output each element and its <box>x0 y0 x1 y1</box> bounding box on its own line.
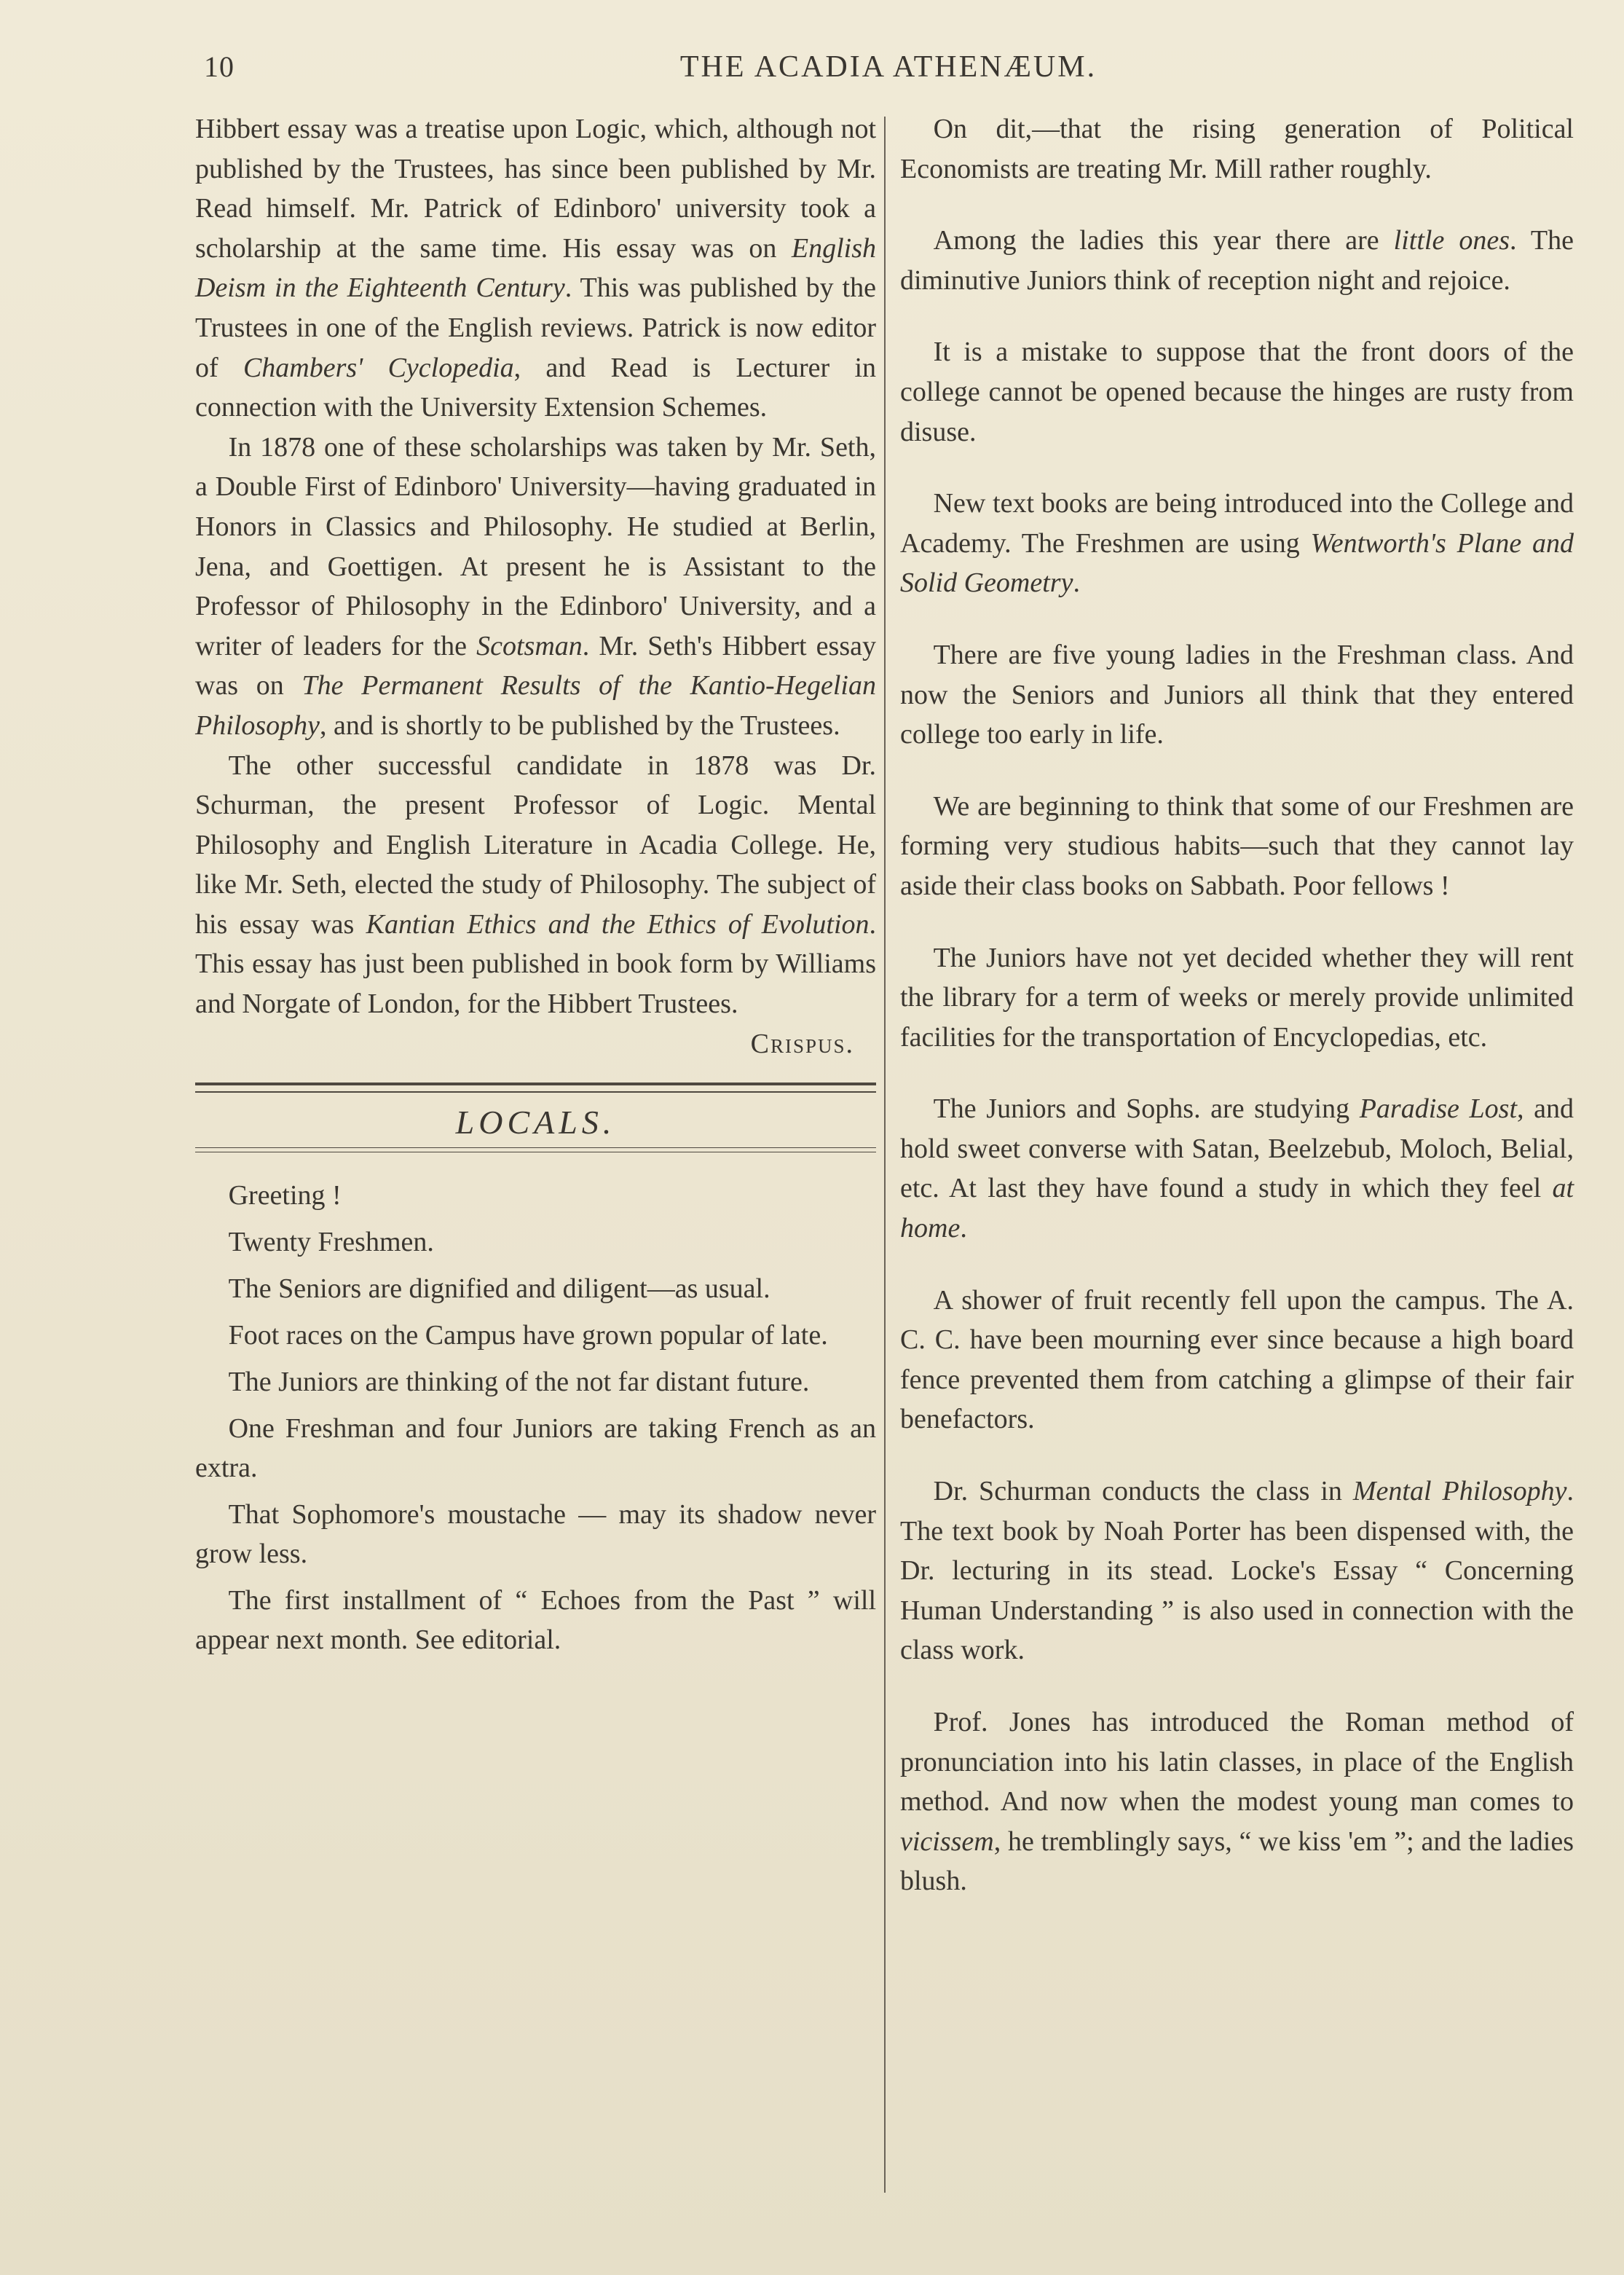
essay-paragraph: Hibbert essay was a treatise upon Logic, which, although not published by the Trustees, has since been published by Mr. Read himself. Mr. Patrick of Edinboro' university took a scholarship at the same time. His essay was on English Deism in the Eighteenth Century. This was published by the Trustees in one of the English reviews. Patrick is now editor of Chambers' Cyclopedia, and Read is Lecturer in connection with the University Extension Schemes. <box>195 114 876 423</box>
local-item: Prof. Jones has introduced the Roman method of pronunciation into his latin classes, in place of the English method. And now when the modest young man comes to vicissem, he tremblingly says, “ we kiss 'em ”; and the ladies blush. <box>900 1707 1574 1897</box>
heading-underline <box>195 1147 876 1152</box>
local-item: The Juniors and Sophs. are studying Paradise Lost, and hold sweet converse with Satan, Beelzebub, Moloch, Belial, etc. At last they have found a study in which they feel at home. <box>900 1093 1574 1244</box>
local-item: That Sophomore's moustache — may its shadow never grow less. <box>195 1498 876 1569</box>
local-item: Dr. Schurman conducts the class in Mental Philosophy. The text book by Noah Porter has been dispensed with, the Dr. lecturing in its stead. Locke's Essay “ Concerning Human Understanding ” is also used in connection with the class work. <box>900 1476 1574 1666</box>
locals-heading: LOCALS. <box>455 1104 616 1142</box>
local-item: New text books are being introduced into the College and Academy. The Freshmen are using Wentworth's Plane and Solid Geometry. <box>900 488 1574 599</box>
local-item: The Seniors are dignified and diligent—as usual. <box>228 1273 770 1304</box>
page-number: 10 <box>204 50 234 83</box>
section-divider <box>195 1083 876 1093</box>
signature-line <box>195 1024 876 1064</box>
author-signature: Crispus. <box>750 1028 854 1059</box>
essay-paragraph: In 1878 one of these scholarships was taken by Mr. Seth, a Double First of Edinboro' University—having graduated in Honors in Classics and Philosophy. He studied at Berlin, Jena, and Goettigen. At present he is Assistant to the Professor of Philosophy in the Edinboro' University, and a writer of leaders for the Scotsman. Mr. Seth's Hibbert essay was on The Permanent Results of the Kantio-Hegelian Philosophy, and is shortly to be published by the Trustees. <box>195 431 876 741</box>
course-title: Mental Philosophy <box>1352 1476 1567 1507</box>
local-item: There are five young ladies in the Freshman class. And now the Seniors and Juniors all think that they entered college too early in life. <box>900 639 1574 750</box>
essay-paragraph: The other successful candidate in 1878 was Dr. Schurman, the present Professor of Logic. Mental Philosophy and English Literature in Acadia College. He, like Mr. Seth, elected the study of Philosophy. The subject of his essay was Kantian Ethics and the Ethics of Evolution. This essay has just been published in book form by Williams and Norgate of London, for the Hibbert Trustees. <box>195 750 876 1020</box>
local-item: Greeting ! <box>228 1179 342 1211</box>
local-item: The first installment of “ Echoes from the Past ” will appear next month. See editorial. <box>195 1584 876 1655</box>
local-item: A shower of fruit recently fell upon the campus. The A. C. C. have been mourning ever since because a high board fence prevented them from catching a glimpse of their fair benefactors. <box>900 1284 1574 1435</box>
publication-title: Scotsman <box>476 630 583 661</box>
page-header <box>197 44 1580 95</box>
local-item: One Freshman and four Juniors are taking French as an extra. <box>195 1412 876 1483</box>
local-item: On dit,—that the rising generation of Political Economists are treating Mr. Mill rather roughly. <box>900 114 1574 184</box>
essay-title: English Deism in the Eighteenth Century <box>195 232 876 304</box>
publication-title: Chambers' Cyclopedia <box>243 352 514 383</box>
local-item: It is a mistake to suppose that the front doors of the college cannot be opened because the hinges are rusty from disuse. <box>900 337 1574 447</box>
column-divider <box>884 117 886 2193</box>
local-item: The Juniors are thinking of the not far distant future. <box>228 1366 810 1397</box>
local-item: We are beginning to think that some of our Freshmen are forming very studious habits—such that they cannot lay aside their class books on Sabbath. Poor fellows ! <box>900 790 1574 901</box>
left-column <box>195 109 876 1667</box>
local-item: Among the ladies this year there are little ones. The diminutive Juniors think of reception night and rejoice. <box>900 225 1574 296</box>
book-title: Wentworth's Plane and Solid Geometry <box>900 527 1574 599</box>
local-item: Foot races on the Campus have grown popular of late. <box>228 1319 828 1351</box>
book-title: Paradise Lost <box>1359 1093 1518 1125</box>
local-item: The Juniors have not yet decided whether they will rent the library for a term of weeks or merely provide unlimited facilities for the transportation of Encyclopedias, etc. <box>900 942 1574 1053</box>
right-column <box>900 109 1574 1933</box>
running-title: THE ACADIA ATHENÆUM. <box>679 50 1097 84</box>
local-item: Twenty Freshmen. <box>228 1226 434 1257</box>
essay-title: The Permanent Results of the Kantio-Hegelian Philosophy <box>195 670 876 741</box>
essay-title: Kantian Ethics and the Ethics of Evolution <box>366 908 870 940</box>
